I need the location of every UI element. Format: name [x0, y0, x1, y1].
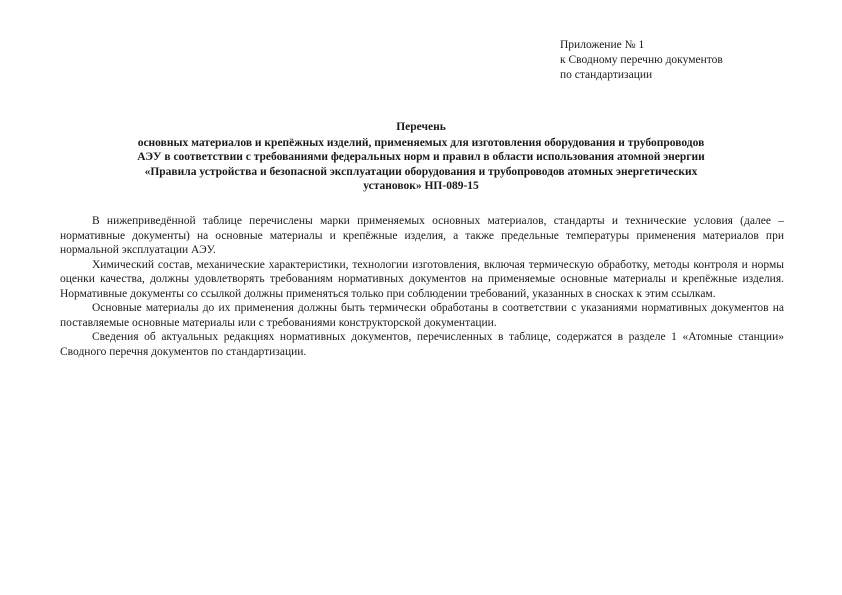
paragraph: В нижеприведённой таблице перечислены марки применяемых основных материалов, стандарты и технические условия (далее – нормативные документы) на основные материалы и крепёжные изделия, а также предельные температуры применения материалов при нормальной эксплуатации АЭУ.: [60, 215, 784, 256]
heading-line-2: АЭУ в соответствии с требованиями федеральных норм и правил в области использования атомной энергии: [137, 151, 705, 163]
paragraph: Химический состав, механические характеристики, технологии изготовления, включая термическую обработку, методы контроля и нормы оценки качества, должны удовлетворять требованиям нормативных документов на применяемые основные материалы и крепёжные изделия. Нормативные документы со ссылкой должны применяться только при соблюдении требований, указанных в сносках к этим ссылкам.: [60, 258, 784, 300]
document-title: Перечень: [396, 121, 446, 133]
document-heading: [60, 120, 782, 194]
annex-reference: [560, 38, 723, 83]
heading-line-1: основных материалов и крепёжных изделий, применяемых для изготовления оборудования и трубопроводов: [137, 136, 705, 149]
annex-line-2: к Сводному перечню документов: [560, 54, 723, 66]
document-body: [60, 214, 784, 359]
annex-line-3: по стандартизации: [560, 69, 653, 81]
heading-line-4: установок» НП-089-15: [363, 180, 479, 192]
paragraph: Сведения об актуальных редакциях нормативных документов, перечисленных в таблице, содержатся в разделе 1 «Атомные станции» Сводного перечня документов по стандартизации.: [60, 331, 784, 358]
annex-line-1: Приложение № 1: [560, 39, 645, 51]
heading-line-3: «Правила устройства и безопасной эксплуатации оборудования и трубопроводов атомных энергетических: [144, 165, 698, 178]
paragraph: Основные материалы до их применения должны быть термически обработаны в соответствии с указаниями нормативных документов на поставляемые основные материалы или с требованиями конструкторской документации.: [60, 302, 784, 329]
